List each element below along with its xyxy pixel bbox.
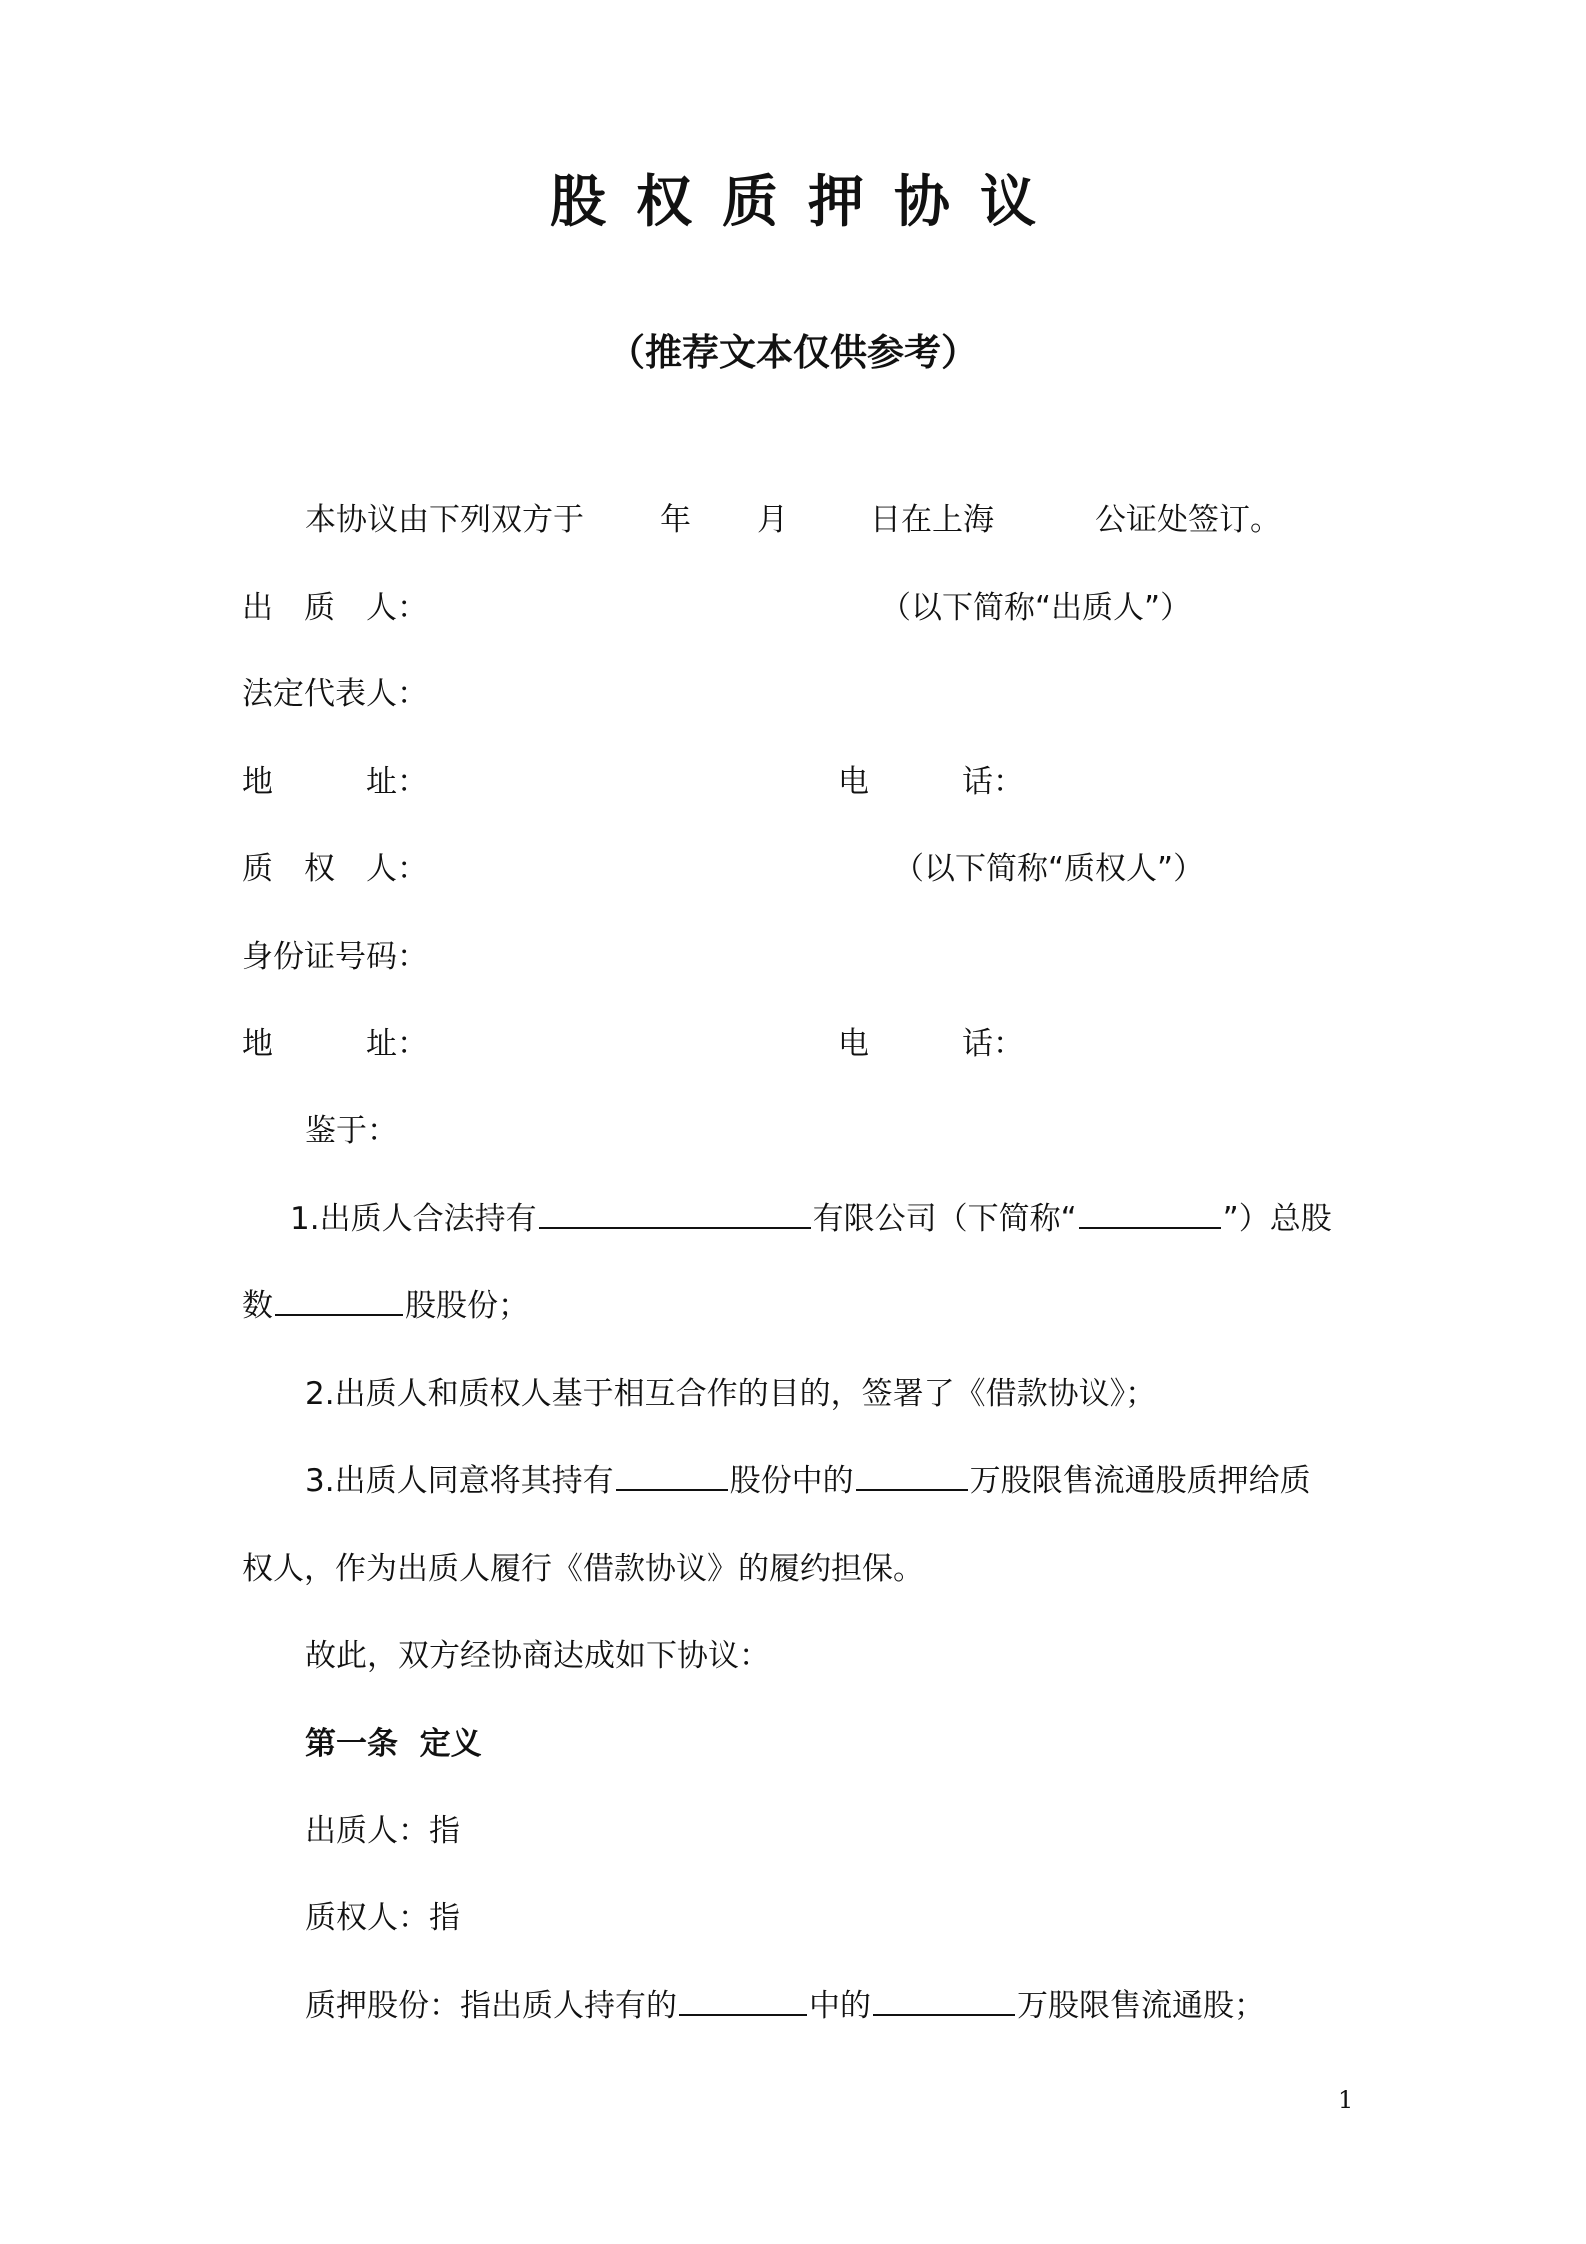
pledgee-definition: 质权人：指 (305, 1900, 460, 1936)
whereas-item-1 (290, 1197, 1332, 1241)
pledged-shares-blank (856, 1459, 968, 1491)
whereas-heading: 鉴于： (305, 1113, 398, 1149)
page-number: 1 (1338, 2086, 1354, 2114)
whereas-item3-text-b: 股份中的 (729, 1463, 854, 1499)
intro-year: 年 (660, 502, 691, 538)
agreement-lead: 故此，双方经协商达成如下协议： (305, 1638, 770, 1674)
company-short-name-blank (1079, 1197, 1221, 1229)
whereas-item1-text-b: 有限公司（下简称“ (812, 1201, 1077, 1237)
pledgee-note: （以下简称“质权人”） (893, 851, 1205, 887)
whereas-item-1-cont (242, 1284, 529, 1328)
whereas-item3-text-a: 3.出质人同意将其持有 (305, 1463, 614, 1499)
held-shares-blank (616, 1459, 728, 1491)
pledgee-address-label: 地 址： (242, 1026, 428, 1062)
intro-part1: 本协议由下列双方于 (305, 502, 584, 538)
intro-part3: 公证处签订。 (1095, 502, 1281, 538)
whereas-item-2: 2.出质人和质权人基于相互合作的目的，签署了《借款协议》； (305, 1376, 1157, 1412)
pledgor-phone-label: 电 话： (838, 764, 1024, 800)
shares-company-blank (679, 1984, 807, 2016)
whereas-item3-text-c: 万股限售流通股质押给质 (969, 1463, 1311, 1499)
legal-rep-label: 法定代表人： (242, 676, 428, 712)
company-name-blank (539, 1197, 811, 1229)
pledgee-label: 质 权 人： (242, 851, 428, 887)
article-1-heading: 第一条 定义 (305, 1726, 482, 1762)
whereas-item1-text-c: ”）总股 (1222, 1201, 1332, 1237)
pledgor-note: （以下简称“出质人”） (880, 590, 1192, 626)
whereas-item1-text-d: 数 (242, 1288, 273, 1324)
total-shares-blank (275, 1284, 403, 1316)
pledgor-address-label: 地 址： (242, 764, 428, 800)
intro-month: 月 (757, 502, 788, 538)
pledgor-label: 出 质 人： (242, 590, 428, 626)
whereas-item1-text-e: 股股份； (405, 1288, 529, 1324)
document-title: 股权质押协议 (550, 170, 1066, 235)
shares-amount-blank (873, 1984, 1015, 2016)
pledgor-definition: 出质人：指 (305, 1813, 460, 1849)
shares-def-text-c: 万股限售流通股； (1017, 1988, 1265, 2024)
shares-def-text-a: 质押股份：指出质人持有的 (305, 1988, 677, 2024)
whereas-item1-text-a: 1.出质人合法持有 (290, 1201, 537, 1237)
whereas-item-3 (305, 1459, 1311, 1503)
intro-part2: 日在上海 (870, 502, 994, 538)
pledged-shares-definition (305, 1984, 1265, 2028)
pledgee-phone-label: 电 话： (838, 1026, 1024, 1062)
document-subtitle: （推荐文本仅供参考） (608, 331, 978, 374)
shares-def-text-b: 中的 (809, 1988, 871, 2024)
pledgee-id-label: 身份证号码： (242, 939, 428, 975)
whereas-item-3-cont: 权人，作为出质人履行《借款协议》的履约担保。 (242, 1551, 924, 1587)
